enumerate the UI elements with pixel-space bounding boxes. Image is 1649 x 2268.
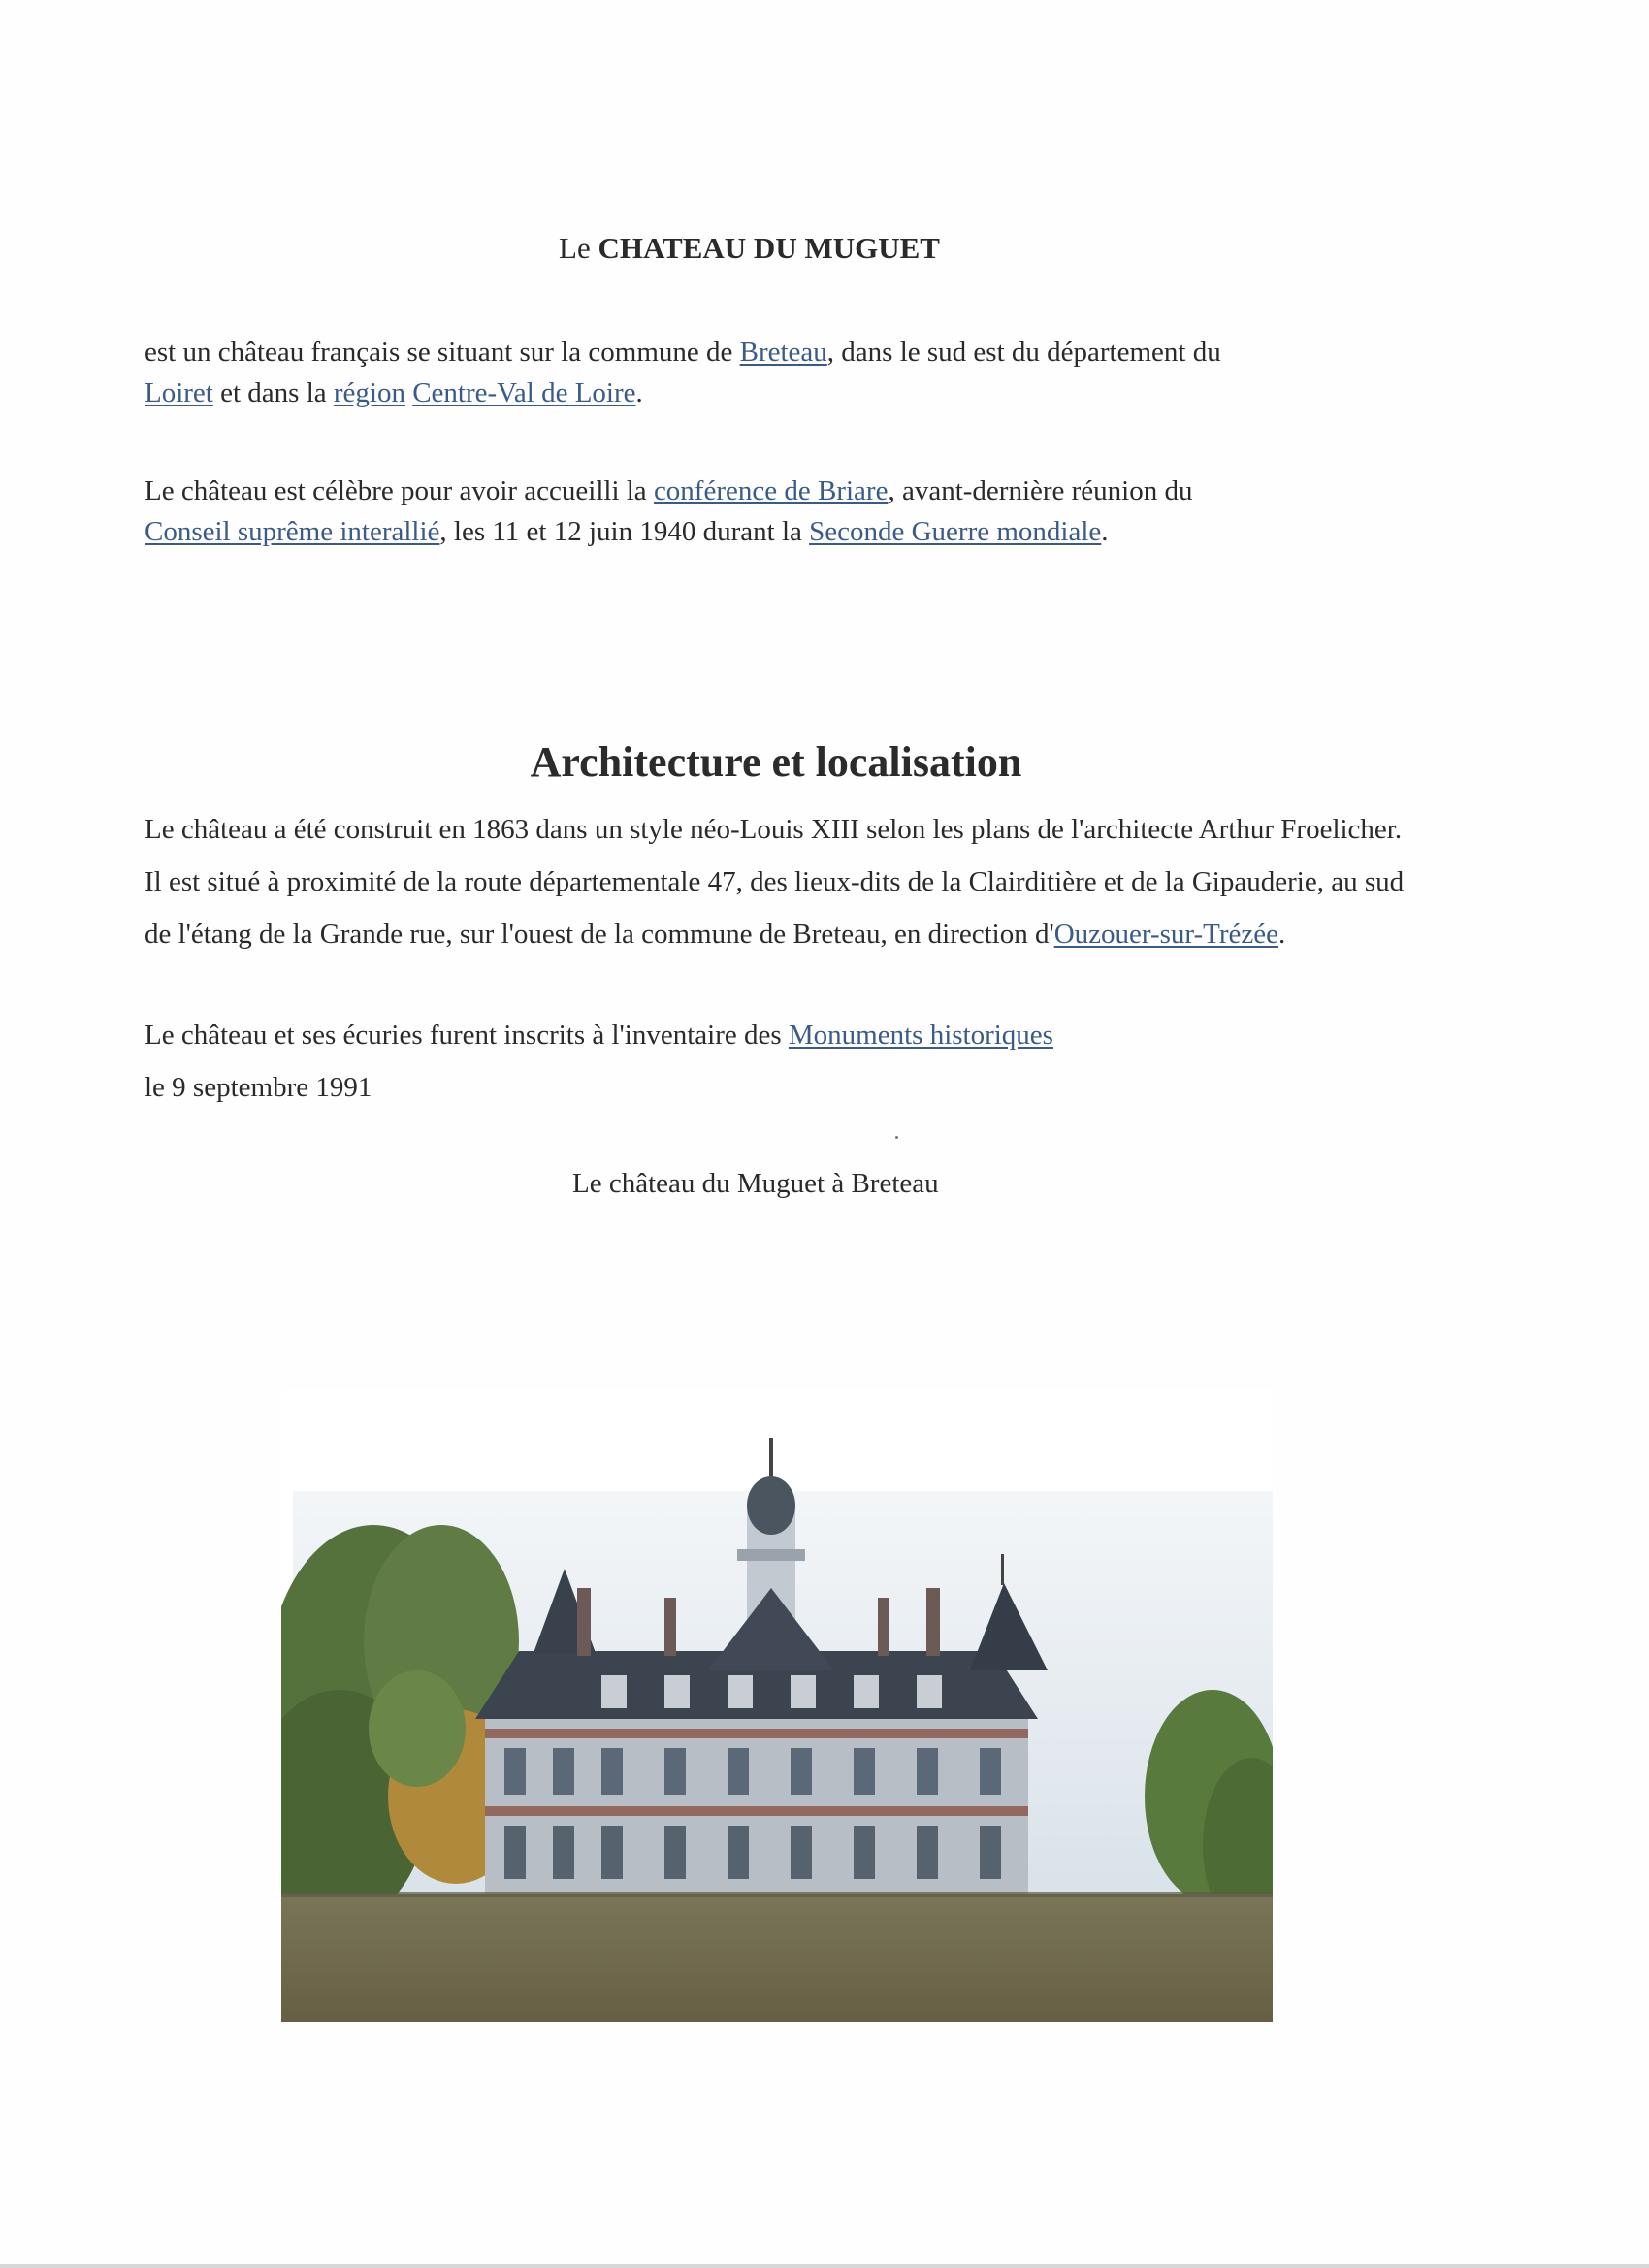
history-text-3: , les 11 et 12 juin 1940 durant la [439,516,810,547]
history-text-1: Le château est célèbre pour avoir accueilli la [145,475,654,506]
link-conference-de-briare[interactable]: conférence de Briare [653,475,889,506]
link-conseil-supreme-interallie[interactable]: Conseil suprême interallié [145,516,440,547]
link-loiret[interactable]: Loiret [145,377,213,408]
history-text-4: . [1101,516,1109,547]
history-paragraph [145,470,1406,552]
link-monuments-historiques[interactable]: Monuments historiques [788,1020,1053,1051]
link-region[interactable]: région [333,377,405,408]
intro-text-3: et dans la [212,377,334,408]
link-centre-val-de-loire[interactable]: Centre-Val de Loire [412,377,636,408]
monuments-paragraph [145,1009,1406,1114]
monuments-date: le 9 septembre 1991 [145,1072,372,1103]
intro-text-2: , dans le sud est du département du [826,337,1221,368]
link-seconde-guerre-mondiale[interactable]: Seconde Guerre mondiale [809,516,1102,547]
scan-edge-line [0,2264,1649,2268]
section-heading: Architecture et localisation [530,738,1022,786]
history-text-2: , avant-dernière réunion du [888,475,1193,506]
architecture-text: Le château a été construit en 1863 dans un style néo-Louis XIII selon les plans de l'architecte Arthur Froelicher. Il est situé à proximité de la route départementale 47, des lieux-dits de la Clairditière et de la Gipauderie, au sud de l'étang de la Grande rue, sur l'ouest de la commune de Breteau, en direction d' [145,814,1405,950]
image-caption: Le château du Muguet à Breteau [572,1168,939,1199]
intro-text-5: . [635,377,643,408]
title-name: CHATEAU DU MUGUET [598,231,940,265]
chateau-photo [281,1389,1273,2022]
architecture-paragraph [145,803,1425,960]
monuments-text: Le château et ses écuries furent inscrits à l'inventaire des [145,1020,789,1051]
link-ouzouer-sur-trezee[interactable]: Ouzouer-sur-Trézée [1053,919,1278,950]
title-prefix: Le [559,231,591,265]
document-title [0,231,1499,266]
architecture-text-end: . [1277,919,1286,950]
link-breteau[interactable]: Breteau [739,337,827,368]
scan-speck [895,1136,898,1139]
intro-text-1: est un château français se situant sur la commune de [145,337,740,368]
intro-paragraph [145,332,1406,413]
